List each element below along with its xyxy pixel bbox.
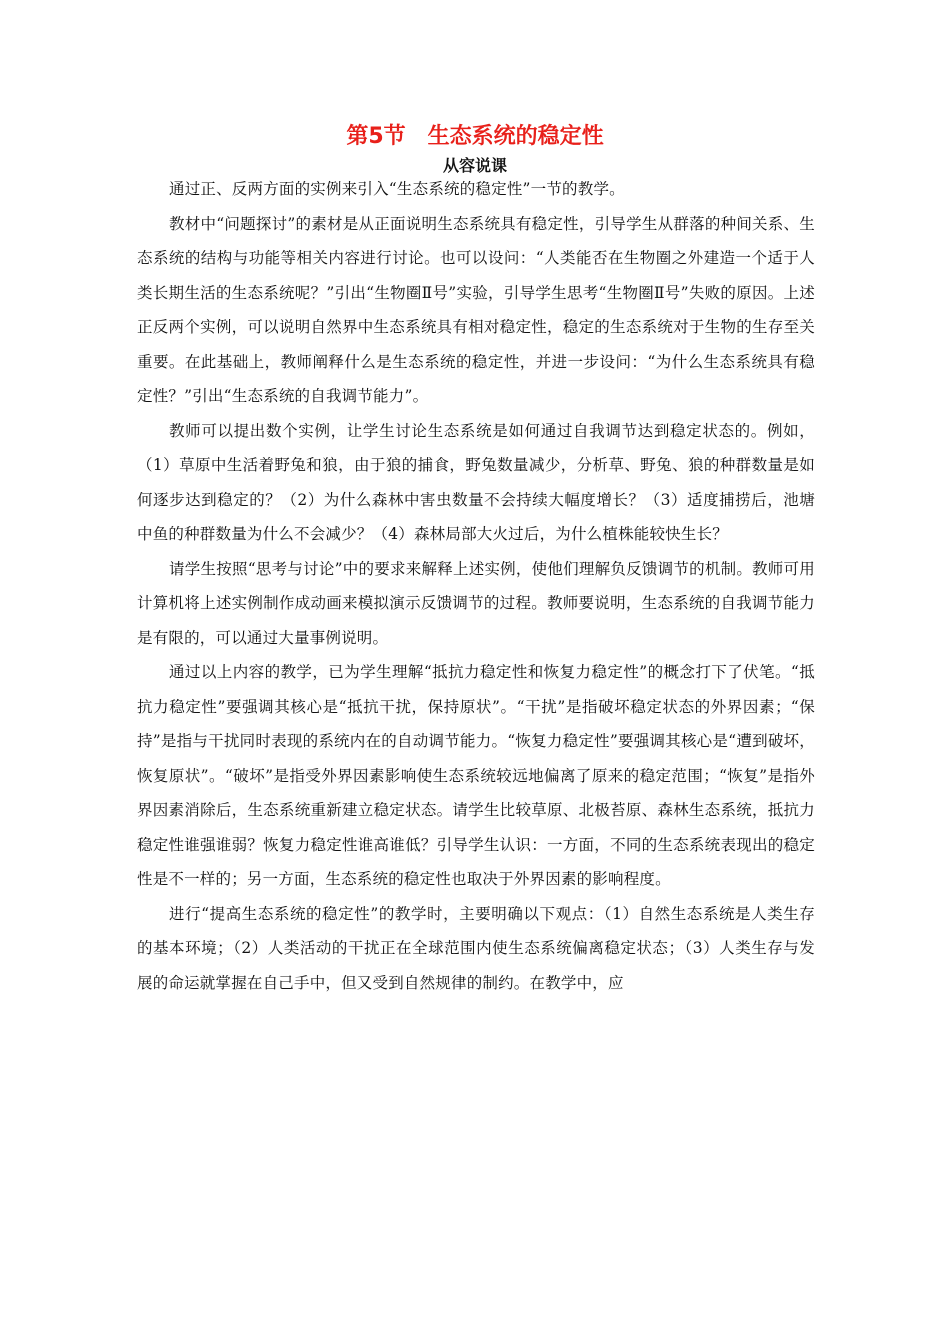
page-subtitle: 从容说课 — [442, 156, 507, 175]
paragraph-intro: 通过正、反两方面的实例来引入“生态系统的稳定性”一节的教学。 — [169, 180, 625, 198]
section-number: 第5节 — [346, 124, 406, 149]
paragraph-improve-stability: 进行“提高生态系统的稳定性”的教学时，主要明确以下观点：（1）自然生态系统是人类生存的基本环境；（2）人类活动的干扰正在全球范围内使生态系统偏离稳定状态；（3）人类生存与发展的命运就掌握在自己手中，但又受到自然规律的制约。在教学中，应 — [137, 904, 815, 992]
page-title — [0, 122, 950, 152]
paragraph-stability-types: 通过以上内容的教学，已为学生理解“抵抗力稳定性和恢复力稳定性”的概念打下了伏笔。“抵抗力稳定性”要强调其核心是“抵抗干扰，保持原状”。“干扰”是指破坏稳定状态的外界因素；“保持”是指与干扰同时表现的系统内在的自动调节能力。“恢复力稳定性”要强调其核心是“遭到破坏，恢复原状”。“破坏”是指受外界因素影响使生态系统较远地偏离了原来的稳定范围；“恢复”是指外界因素消除后，生态系统重新建立稳定状态。请学生比较草原、北极苔原、森林生态系统，抵抗力稳定性谁强谁弱？恢复力稳定性谁高谁低？引导学生认识：一方面，不同的生态系统表现出的稳定性是不一样的；另一方面，生态系统的稳定性也取决于外界因素的影响程度。 — [137, 663, 815, 888]
document-body — [137, 172, 815, 1000]
paragraph-problem-discussion: 教材中“问题探讨”的素材是从正面说明生态系统具有稳定性，引导学生从群落的种间关系、生态系统的结构与功能等相关内容进行讨论。也可以设问：“人类能否在生物圈之外建造一个适于人类长期生活的生态系统呢？”引出“生物圈Ⅱ号”实验，引导学生思考“生物圈Ⅱ号”失败的原因。上述正反两个实例，可以说明自然界中生态系统具有相对稳定性，稳定的生态系统对于生物的生存至关重要。在此基础上，教师阐释什么是生态系统的稳定性，并进一步设问：“为什么生态系统具有稳定性？”引出“生态系统的自我调节能力”。 — [137, 214, 815, 405]
paragraph-examples: 教师可以提出数个实例，让学生讨论生态系统是如何通过自我调节达到稳定状态的。例如，（1）草原中生活着野兔和狼，由于狼的捕食，野兔数量减少，分析草、野兔、狼的种群数量是如何逐步达到稳定的？（2）为什么森林中害虫数量不会持续大幅度增长？（3）适度捕捞后，池塘中鱼的种群数量为什么不会减少？（4）森林局部大火过后，为什么植株能较快生长？ — [137, 421, 815, 543]
section-title: 生态系统的稳定性 — [427, 124, 604, 149]
paragraph-feedback: 请学生按照“思考与讨论”中的要求来解释上述实例，使他们理解负反馈调节的机制。教师可用计算机将上述实例制作成动画来模拟演示反馈调节的过程。教师要说明，生态系统的自我调节能力是有限的，可以通过大量事例说明。 — [137, 559, 815, 647]
